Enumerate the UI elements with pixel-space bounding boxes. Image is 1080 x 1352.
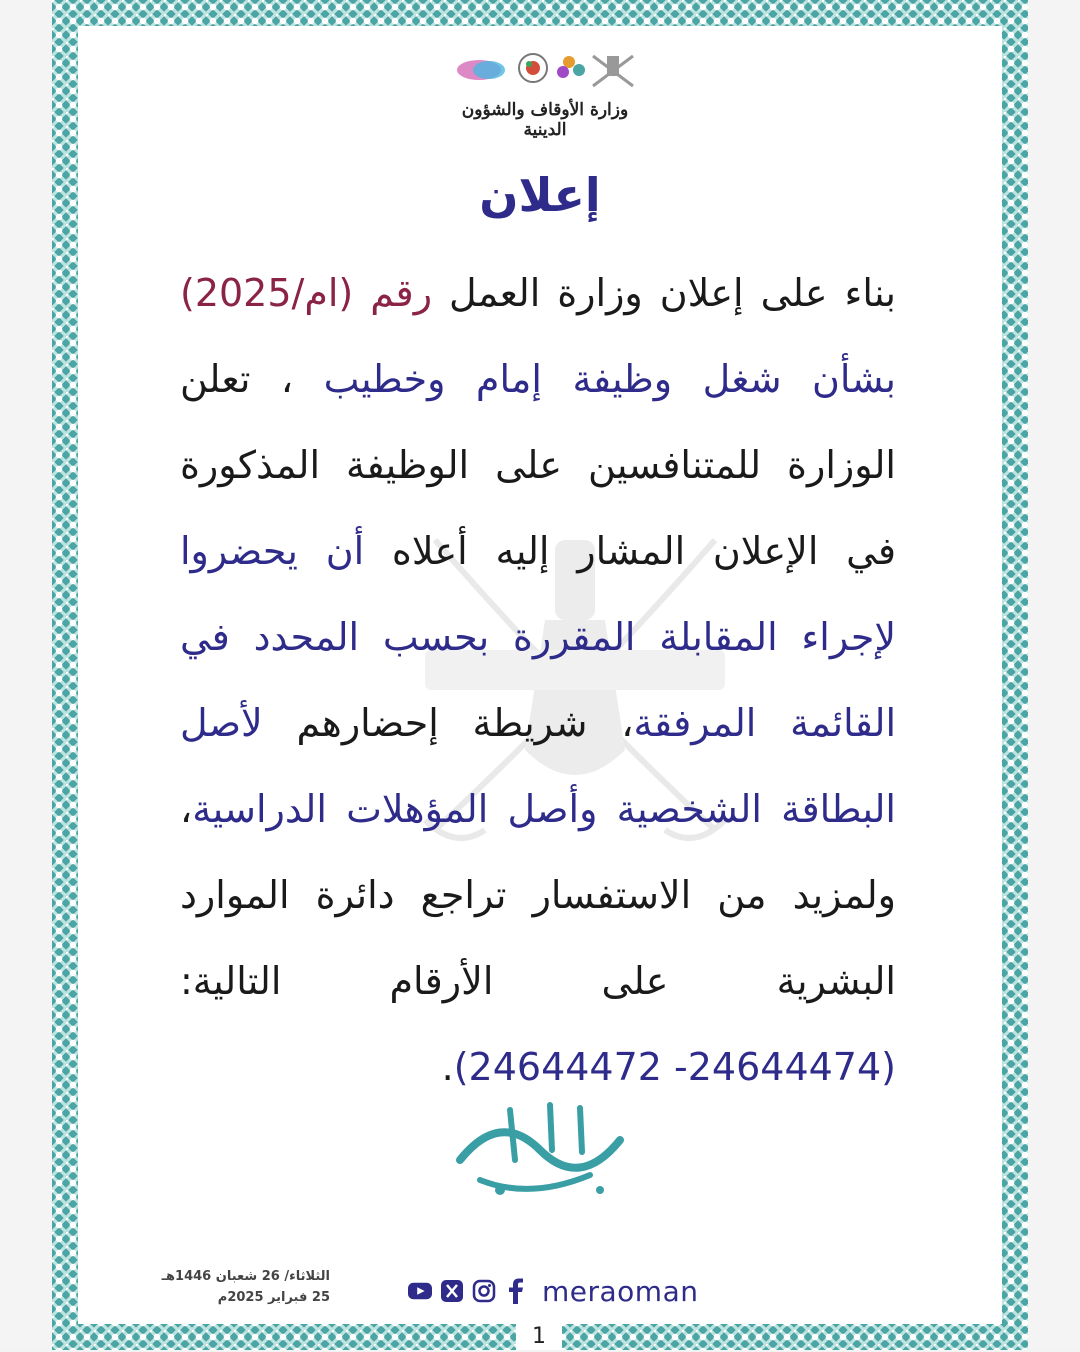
page-title: إعلان xyxy=(479,168,601,222)
social-bar xyxy=(408,1272,698,1310)
facebook-icon[interactable] xyxy=(504,1279,528,1303)
body-text-2: ، تعلن الوزارة للمتنافسين على الوظيفة المذكورة في الإعلان المشار إليه أعلاه xyxy=(180,357,896,573)
instagram-icon[interactable] xyxy=(472,1279,496,1303)
gregorian-date: 25 فبراير 2025م xyxy=(217,1290,330,1305)
page-number: 1 xyxy=(516,1322,562,1350)
social-handle[interactable]: meraoman xyxy=(542,1274,699,1308)
hijri-date: الثلاثاء/ 26 شعبان 1446هـ xyxy=(161,1269,330,1284)
phone-numbers: (24644472 -24644474) xyxy=(453,1045,896,1089)
required-documents: لأصل البطاقة الشخصية وأصل المؤهلات الدراسية xyxy=(180,701,896,831)
body-text-3: ، شريطة إحضارهم xyxy=(262,701,634,745)
date-block xyxy=(100,1266,330,1308)
body-text-1: بناء على إعلان وزارة العمل xyxy=(432,271,896,315)
x-icon[interactable] xyxy=(440,1279,464,1303)
body-period: . xyxy=(441,1045,454,1089)
job-title-text: بشأن شغل وظيفة إمام وخطيب xyxy=(323,357,896,401)
attendance-instruction: أن يحضروا لإجراء المقابلة المقررة بحسب المحدد في القائمة المرفقة xyxy=(180,529,896,745)
body-text-4: ، ولمزيد من الاستفسار تراجع دائرة الموارد البشرية على الأرقام التالية: xyxy=(180,787,896,1003)
youtube-icon[interactable] xyxy=(408,1279,432,1303)
ministry-name: وزارة الأوقاف والشؤون الدينية xyxy=(461,100,629,140)
announcement-body xyxy=(180,250,896,1110)
closing-calligraphy xyxy=(440,1090,640,1210)
decision-number: رقم (ام/2025) xyxy=(180,271,433,315)
